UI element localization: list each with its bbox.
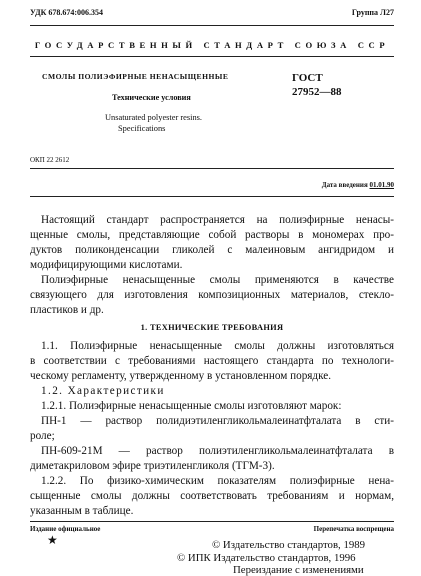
document-title-en-line2: Specifications — [118, 124, 166, 133]
text-line: 1.2. Характеристики — [41, 385, 165, 397]
black-star-icon: ★ — [47, 533, 58, 547]
udk-code: УДК 678.674:006.354 — [30, 8, 104, 17]
gost-number: 27952—88 — [292, 86, 342, 98]
text-line: пластиков и др. — [30, 303, 104, 316]
intro-date-label: Дата введения — [321, 181, 368, 189]
text-line: дуктов поликонденсации гликолей с малеиновым ангидридом и — [30, 243, 394, 256]
document-title-ru: СМОЛЫ ПОЛИЭФИРНЫЕ НЕНАСЫЩЕННЫЕ — [42, 72, 229, 81]
okp-rule — [30, 168, 394, 169]
footer-rule — [30, 521, 394, 522]
text-line: ПН-1 — раствор полидиэтиленгликольмалеинатфталата в сти- — [41, 415, 394, 427]
text-line: 1.1. Полиэфирные ненасыщенные смолы должны изготовляться — [41, 340, 394, 352]
text-line: Полиэфирные ненасыщенные смолы применяются в качестве — [41, 274, 394, 286]
intro-date-value: 01.01.90 — [369, 181, 394, 189]
text-line: ПН-609-21М — раствор полиэтиленгликольмалеинатфталата в — [41, 445, 394, 457]
copyright-line-2: © ИПК Издательство стандартов, 1996 — [177, 552, 356, 564]
text-line: 1.2.2. По физико-химическим показателям полиэфирные нена- — [41, 475, 394, 487]
section-heading: 1. ТЕХНИЧЕСКИЕ ТРЕБОВАНИЯ — [140, 323, 284, 332]
copyright-line-1: © Издательство стандартов, 1989 — [212, 539, 366, 551]
clause-1-2-1 — [30, 399, 394, 414]
reissue-note: Переиздание с изменениями — [233, 564, 364, 576]
intro-date-rule — [30, 196, 394, 197]
intro-paragraph-2 — [30, 273, 394, 318]
banner-rule — [30, 56, 394, 57]
clause-1-1 — [30, 339, 394, 384]
text-line: ческому регламенту, утвержденному в установленном порядке. — [30, 369, 332, 382]
header-rule — [30, 25, 394, 26]
text-line: роле; — [30, 429, 55, 442]
document-title-en-line1: Unsaturated polyester resins. — [105, 113, 202, 122]
text-line: в соответствии с требованиями настоящего стандарта по технологи- — [30, 354, 394, 367]
grade-pn609 — [30, 444, 394, 474]
clause-1-2 — [30, 384, 394, 399]
text-line: диметакриловом эфире триэтиленгликоля (ТГМ-3). — [30, 459, 275, 472]
text-line: 1.2.1. Полиэфирные ненасыщенные смолы изготовляют марок: — [41, 400, 342, 412]
intro-date — [322, 181, 394, 189]
clause-1-2-2 — [30, 474, 394, 519]
text-line: связующего для изготовления композиционных материалов, стекло- — [30, 288, 394, 301]
document-subtitle-ru: Технические условия — [112, 93, 191, 102]
okp-code: ОКП 22 2612 — [30, 156, 70, 164]
grade-pn1 — [30, 414, 394, 444]
standard-banner: ГОСУДАРСТВЕННЫЙ СТАНДАРТ СОЮЗА ССР — [34, 40, 390, 50]
official-edition: Издание официальное — [30, 525, 101, 533]
text-line: Настоящий стандарт распространяется на полиэфирные ненасы- — [41, 214, 394, 226]
group-code: Группа Л27 — [351, 8, 394, 17]
gost-label: ГОСТ — [292, 72, 323, 84]
text-line: указанным в таблице. — [30, 504, 134, 517]
text-line: щенные смолы, представляющие собой растворы в мономерах про- — [30, 228, 394, 241]
text-line: сыщенные смолы должны соответствовать требованиям и нормам, — [30, 489, 394, 502]
text-line: модифицирующими кислотами. — [30, 258, 183, 271]
reprint-prohibited: Перепечатка воспрещена — [313, 525, 394, 533]
intro-paragraph-1 — [30, 213, 394, 273]
